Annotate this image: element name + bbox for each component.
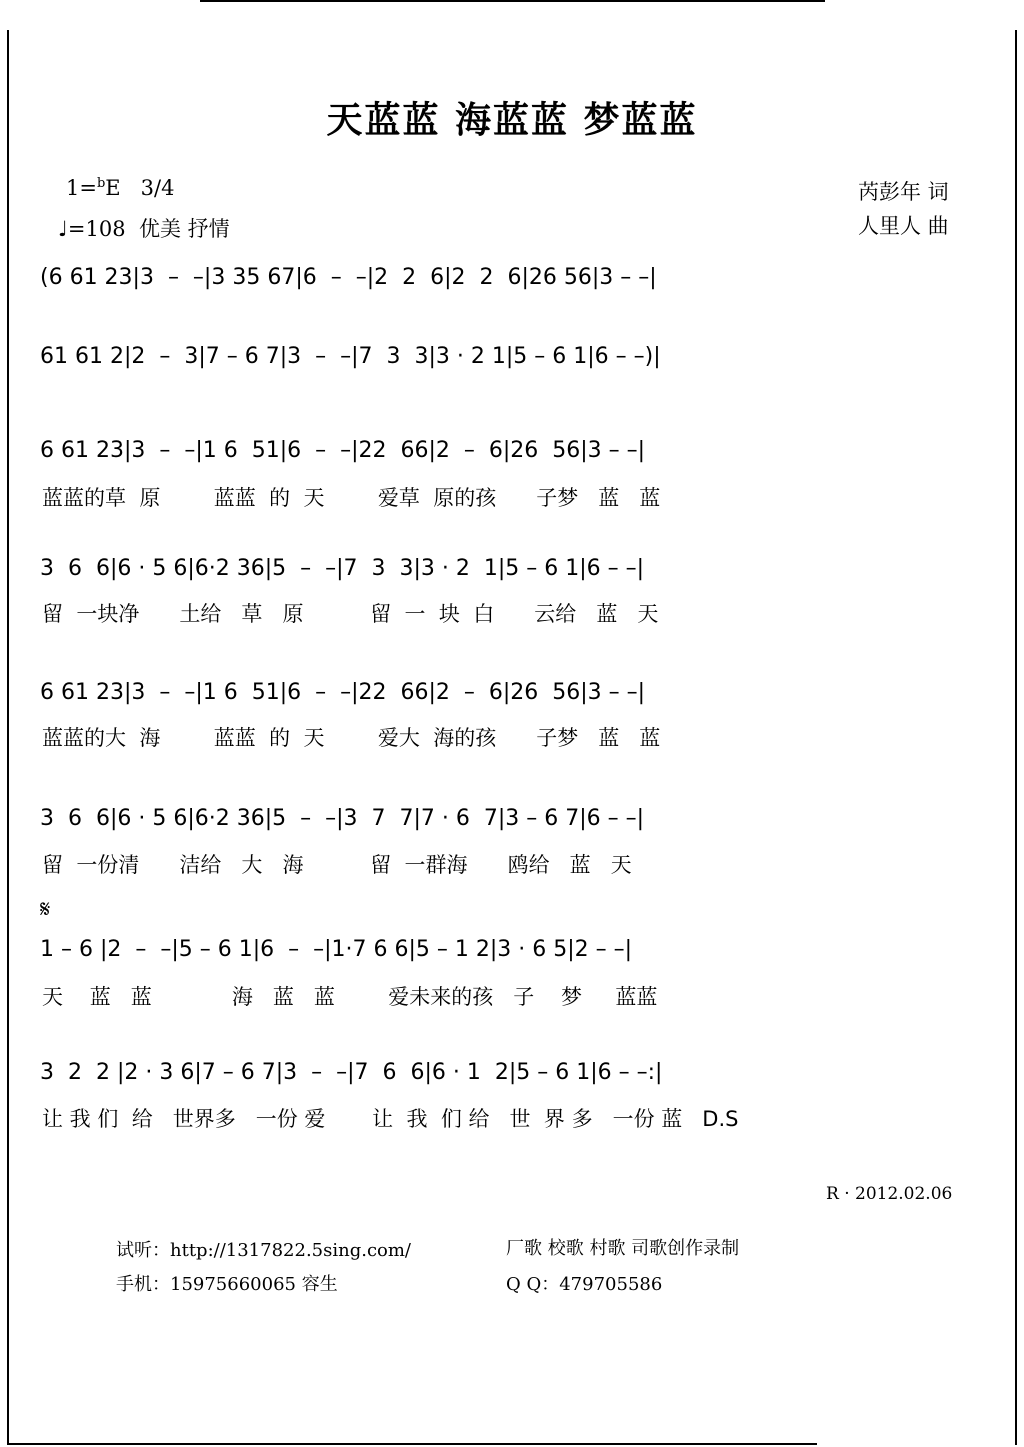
staff-row-8-notes: 3 2 2 |2 · 3 6|7 – 6 7|3 – –|7 6 6|6 · 1 2|5 – 6 1|6 – –:| xyxy=(40,1060,663,1085)
listen-link: 试听：http://1317822.5sing.com/ xyxy=(116,1240,411,1261)
expression-text: 优美 抒情 xyxy=(138,217,230,241)
service-text: 厂歌 校歌 村歌 司歌创作录制 xyxy=(506,1238,740,1259)
key-prefix: 1= xyxy=(66,176,97,200)
staff-row-3-lyrics: 蓝蓝的草 原 蓝蓝 的 天 爱草 原的孩 子梦 蓝 蓝 xyxy=(42,486,661,510)
time-signature: 3/4 xyxy=(140,176,175,200)
frame-right-line xyxy=(1015,30,1017,1445)
staff-row-3-notes: 6 61 23|3 – –|1 6 51|6 – –|22 66|2 – 6|26 56|3 – –| xyxy=(40,438,646,463)
staff-row-1-notes: (6 61 23|3 – –|3 35 67|6 – –|2 2 6|2 2 6|26 56|3 – –| xyxy=(40,265,657,290)
staff-row-5-notes: 6 61 23|3 – –|1 6 51|6 – –|22 66|2 – 6|26 56|3 – –| xyxy=(40,680,646,705)
key-note: E xyxy=(105,176,121,200)
tempo-marking xyxy=(58,213,230,243)
staff-row-6-notes: 3 6 6|6 · 5 6|6·2 36|5 – –|3 7 7|7 · 6 7|3 – 6 7|6 – –| xyxy=(40,806,645,831)
tempo-value: =108 xyxy=(67,217,126,241)
song-title: 天蓝蓝 海蓝蓝 梦蓝蓝 xyxy=(326,100,698,141)
segno-sign: 𝄋 xyxy=(40,895,51,923)
staff-row-7-notes: 1 – 6 |2 – –|5 – 6 1|6 – –|1·7 6 6|5 – 1 2|3 · 6 5|2 – –| xyxy=(40,937,633,962)
staff-row-4-notes: 3 6 6|6 · 5 6|6·2 36|5 – –|7 3 3|3 · 2 1|5 – 6 1|6 – –| xyxy=(40,556,645,581)
staff-row-8-lyrics: 让 我 们 给 世界多 一份 爱 让 我 们 给 世 界 多 一份 蓝 D.S xyxy=(42,1107,739,1131)
frame-top-line xyxy=(200,0,825,2)
lyricist-credit: 芮彭年 词 xyxy=(858,180,949,204)
date-stamp: R · 2012.02.06 xyxy=(826,1184,953,1204)
staff-row-2-notes: 61 61 2|2 – 3|7 – 6 7|3 – –|7 3 3|3 · 2 1|5 – 6 1|6 – –)| xyxy=(40,344,661,369)
staff-row-5-lyrics: 蓝蓝的大 海 蓝蓝 的 天 爱大 海的孩 子梦 蓝 蓝 xyxy=(42,726,661,750)
frame-left-line xyxy=(7,30,9,1445)
staff-row-6-lyrics: 留 一份清 洁给 大 海 留 一群海 鸥给 蓝 天 xyxy=(42,853,632,877)
frame-bottom-line xyxy=(7,1443,817,1445)
staff-row-4-lyrics: 留 一块净 土给 草 原 留 一 块 白 云给 蓝 天 xyxy=(42,602,659,626)
key-signature xyxy=(66,176,174,200)
phone-text: 手机：15975660065 容生 xyxy=(116,1274,338,1295)
composer-credit: 人里人 曲 xyxy=(858,214,949,238)
quarter-note-icon: ♩ xyxy=(58,217,68,241)
qq-text: Q Q：479705586 xyxy=(506,1274,663,1295)
flat-sign: b xyxy=(96,176,106,191)
staff-row-7-lyrics: 天 蓝 蓝 海 蓝 蓝 爱未来的孩 子 梦 蓝蓝 xyxy=(42,985,658,1009)
